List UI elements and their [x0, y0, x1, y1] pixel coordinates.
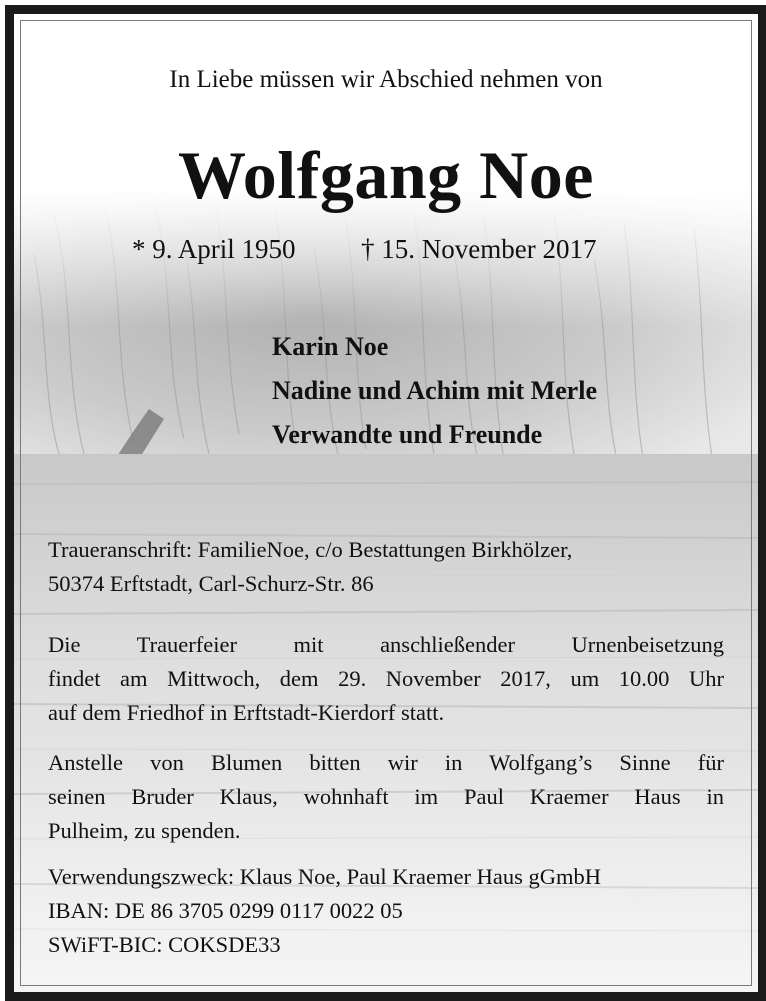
donation-line: seinen Bruder Klaus, wohnhaft im Paul Kraemer Haus in — [48, 784, 724, 809]
birth-date: * 9. April 1950 — [132, 234, 296, 264]
address-line: Traueranschrift: FamilieNoe, c/o Bestattungen Birkhölzer, — [48, 537, 573, 562]
deceased-name: Wolfgang Noe — [178, 137, 594, 213]
bank-line: SWiFT-BIC: COKSDE33 — [48, 932, 281, 957]
mourner-name: Verwandte und Freunde — [272, 420, 543, 449]
ceremony-notice — [48, 628, 724, 730]
mourner-name: Karin Noe — [272, 332, 389, 361]
obituary-content — [14, 14, 758, 992]
bank-line: IBAN: DE 86 3705 0299 0117 0022 05 — [48, 898, 403, 923]
obituary-frame — [5, 5, 766, 1001]
donation-notice — [48, 746, 724, 848]
ceremony-line: Die Trauerfeier mit anschließender Urnenbeisetzung — [48, 632, 724, 657]
address-line: 50374 Erftstadt, Carl-Schurz-Str. 86 — [48, 571, 374, 596]
bank-details — [48, 860, 724, 962]
ceremony-line: findet am Mittwoch, dem 29. November 2017, um 10.00 Uhr — [48, 666, 724, 691]
ceremony-line: auf dem Friedhof in Erftstadt-Kierdorf statt. — [48, 700, 445, 725]
donation-line: Pulheim, zu spenden. — [48, 818, 241, 843]
intro-line: In Liebe müssen wir Abschied nehmen von — [169, 66, 603, 93]
mourning-address — [48, 533, 724, 601]
donation-line: Anstelle von Blumen bitten wir in Wolfgang’s Sinne für — [48, 750, 724, 775]
mourner-name: Nadine und Achim mit Merle — [272, 376, 597, 405]
death-date: † 15. November 2017 — [361, 234, 597, 264]
bank-line: Verwendungszweck: Klaus Noe, Paul Kraemer Haus gGmbH — [48, 864, 601, 889]
